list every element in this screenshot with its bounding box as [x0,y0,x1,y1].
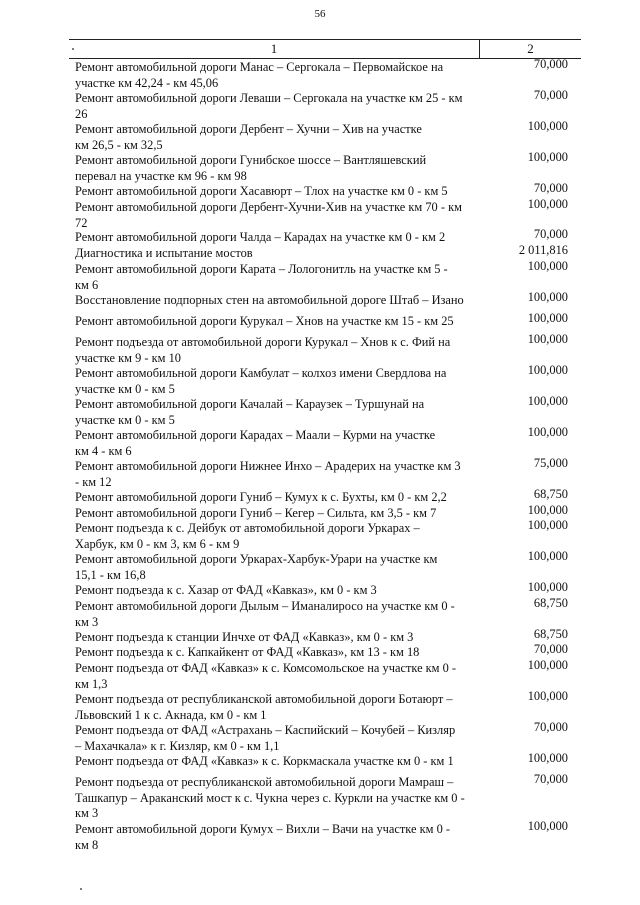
description-line: Ремонт подъезда от ФАД «Кавказ» к с. Комсомольское на участке км 0 - [75,661,457,675]
table-row-description [75,599,491,630]
table-row-description [75,335,491,366]
table-row-description [75,153,491,184]
table-row-description [75,692,491,723]
table-row-description [75,246,491,262]
description-line: Ремонт автомобильной дороги Дербент – Хучни – Хив на участке [75,122,422,136]
table-row-description [75,630,491,646]
page-number: 56 [314,8,326,20]
description-line: км 3 [75,614,99,629]
table-row-description [75,723,491,754]
table-row-amount: 100,000 [527,689,568,703]
table-row-amount: 100,000 [527,518,568,532]
description-line: Ремонт автомобильной дороги Гунибское шоссе – Вантляшевский [75,153,427,167]
description-line: км 3 [75,806,99,820]
description-line: Восстановление подпорных стен на автомобильной дороге Штаб – Изано [75,293,464,307]
table-row-description [75,506,491,522]
table-row-amount: 68,750 [533,487,568,501]
table-row-amount: 75,000 [533,456,568,470]
description-line: участке км 42,24 - км 45,06 [75,75,219,90]
description-line: Ремонт автомобильной дороги Уркарах-Харбук-Урари на участке км [75,552,438,566]
table-row-description [75,122,491,153]
table-row-description [75,583,491,599]
table-row-description [75,91,491,122]
table-row-description [75,521,491,552]
table-row-amount: 100,000 [527,311,568,325]
table-row-description [75,459,491,490]
table-row-description [75,490,491,506]
description-line: Ремонт подъезда от республиканской автомобильной дороги Ботаюрт – [75,692,453,706]
column-header-1: 1 [270,41,278,56]
description-line: Ремонт подъезда к с. Дейбук от автомобильной дороги Уркарах – [75,521,420,535]
description-line: Диагностика и испытание мостов [75,246,253,260]
description-line: Ташкапур – Араканский мост к с. Чукна через с. Куркли на участке км 0 - [75,790,465,805]
description-line: Харбук, км 0 - км 3, км 6 - км 9 [75,536,240,551]
table-row-description [75,397,491,428]
scan-speck [80,888,82,890]
column-header-2: 2 [527,41,534,56]
description-line: Ремонт подъезда к с. Капкайкент от ФАД «Кавказ», км 13 - км 18 [75,645,420,659]
table-row-amount: 100,000 [527,819,568,833]
table-row-amount: 70,000 [533,720,568,734]
description-line: Ремонт автомобильной дороги Карата – Лологонитль на участке км 5 - [75,262,448,276]
description-line: Ремонт автомобильной дороги Курукал – Хнов на участке км 15 - км 25 [75,314,454,328]
table-row-amount: 70,000 [533,772,568,786]
description-line: Ремонт автомобильной дороги Качалай – Караузек – Туршунай на [75,397,425,411]
scan-speck [72,48,74,50]
description-line: Ремонт подъезда от автомобильной дороги Курукал – Хнов к с. Фий на [75,335,451,349]
description-line: – Махачкала» к г. Кизляр, км 0 - км 1,1 [75,738,280,753]
table-row-description [75,754,491,770]
table-row-description [75,314,491,330]
description-line: - км 12 [75,474,112,489]
description-line: Ремонт автомобильной дороги Камбулат – колхоз имени Свердлова на [75,366,447,380]
table-row-amount: 100,000 [527,197,568,211]
description-line: Ремонт подъезда к с. Хазар от ФАД «Кавказ», км 0 - км 3 [75,583,377,597]
description-line: Ремонт подъезда от ФАД «Астрахань – Каспийский – Кочубей – Кизляр [75,723,456,737]
table-row-amount: 70,000 [533,57,568,71]
description-line: участке км 0 - км 5 [75,412,175,427]
description-line: Ремонт подъезда от республиканской автомобильной дороги Мамраш – [75,775,454,789]
description-line: Ремонт подъезда к станции Инчхе от ФАД «Кавказ», км 0 - км 3 [75,630,414,644]
description-line: Ремонт подъезда от ФАД «Кавказ» к с. Коркмаскала участке км 0 - км 1 [75,754,454,768]
table-row-description [75,262,491,293]
description-line: Ремонт автомобильной дороги Гуниб – Кегер – Сильта, км 3,5 - км 7 [75,506,437,520]
table-row-description [75,822,491,853]
table-row-amount: 100,000 [527,658,568,672]
description-line: участке км 9 - км 10 [75,350,181,365]
description-line: участке км 0 - км 5 [75,381,175,396]
table-row-amount: 70,000 [533,88,568,102]
table-row-description [75,60,491,91]
description-line: Львовский 1 к с. Акнада, км 0 - км 1 [75,707,267,722]
table-row-description [75,661,491,692]
description-line: Ремонт автомобильной дороги Гуниб – Кумух к с. Бухты, км 0 - км 2,2 [75,490,447,504]
table-row-amount: 70,000 [533,181,568,195]
table-row-amount: 68,750 [533,627,568,641]
description-line: Ремонт автомобильной дороги Манас – Сергокала – Первомайское на [75,60,444,74]
description-line: 15,1 - км 16,8 [75,567,146,582]
table-row-description [75,552,491,583]
table-row-description [75,184,491,200]
description-line: перевал на участке км 96 - км 98 [75,168,247,183]
table-row-amount: 70,000 [533,642,568,656]
table-row-amount: 100,000 [527,425,568,439]
table-row-amount: 68,750 [533,596,568,610]
table-row-amount: 100,000 [527,503,568,517]
table-row-amount: 2 011,816 [518,243,568,257]
table-row-description [75,775,491,822]
description-line: км 26,5 - км 32,5 [75,137,163,152]
table-row-amount: 100,000 [527,751,568,765]
table-row-description [75,293,491,309]
description-line: км 4 - км 6 [75,443,132,458]
description-line: Ремонт автомобильной дороги Нижнее Инхо – Арадерих на участке км 3 [75,459,461,473]
table-row-description [75,366,491,397]
description-line: км 6 [75,277,99,292]
table-row-amount: 100,000 [527,580,568,594]
description-line: Ремонт автомобильной дороги Хасавюрт – Тлох на участке км 0 - км 5 [75,184,448,198]
table-row-amount: 100,000 [527,259,568,273]
table-row-amount: 100,000 [527,363,568,377]
description-line: Ремонт автомобильной дороги Карадах – Маали – Курми на участке [75,428,436,442]
description-line: 26 [75,106,88,121]
description-line: 72 [75,215,88,230]
table-row-amount: 100,000 [527,332,568,346]
description-line: Ремонт автомобильной дороги Дербент-Хучни-Хив на участке км 70 - км [75,200,462,214]
table-row-amount: 100,000 [527,549,568,563]
description-line: Ремонт автомобильной дороги Леваши – Сергокала на участке км 25 - км [75,91,463,105]
table-row-description [75,428,491,459]
description-line: км 8 [75,837,99,852]
description-line: Ремонт автомобильной дороги Кумух – Вихли – Вачи на участке км 0 - [75,822,450,836]
table-row-amount: 100,000 [527,150,568,164]
table-row-description [75,200,491,231]
table-row-description [75,645,491,661]
table-row-amount: 100,000 [527,119,568,133]
table-row-amount: 100,000 [527,290,568,304]
table-row-amount: 100,000 [527,394,568,408]
description-line: км 1,3 [75,676,108,691]
description-line: Ремонт автомобильной дороги Чалда – Карадах на участке км 0 - км 2 [75,230,446,244]
table-row-amount: 70,000 [533,227,568,241]
table-row-description [75,230,491,246]
description-line: Ремонт автомобильной дороги Дылым – Иманалиросо на участке км 0 - [75,599,455,613]
